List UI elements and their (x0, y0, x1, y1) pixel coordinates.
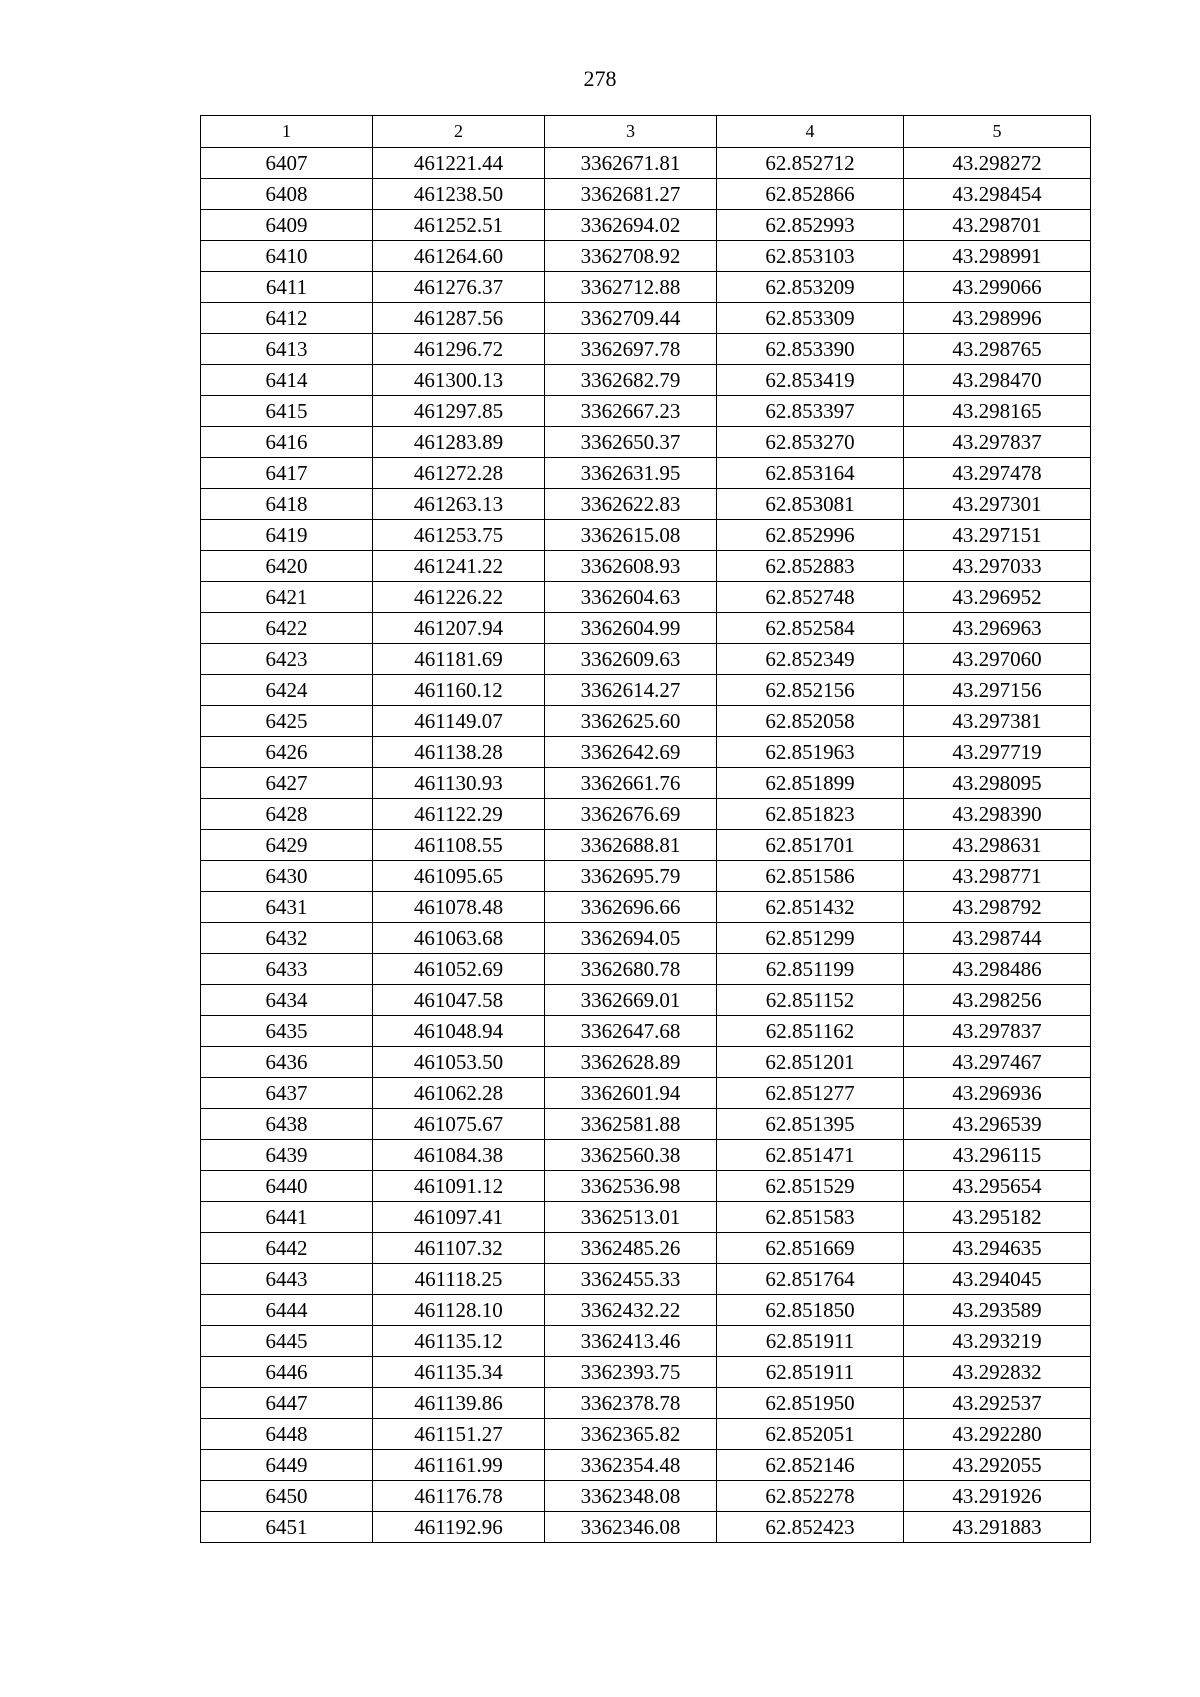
coordinate-x-cell: 461108.55 (373, 830, 545, 861)
coordinate-x-cell: 461095.65 (373, 861, 545, 892)
coordinate-x-cell: 461084.38 (373, 1140, 545, 1171)
latitude-cell: 43.298701 (904, 210, 1091, 241)
coordinate-y-cell: 3362661.76 (545, 768, 717, 799)
column-header-2: 2 (373, 116, 545, 148)
table-row (201, 1047, 1091, 1078)
latitude-cell: 43.296539 (904, 1109, 1091, 1140)
longitude-cell: 62.851669 (717, 1233, 904, 1264)
point-number-cell: 6428 (201, 799, 373, 830)
longitude-cell: 62.852349 (717, 644, 904, 675)
coordinate-x-cell: 461135.34 (373, 1357, 545, 1388)
longitude-cell: 62.852712 (717, 148, 904, 179)
longitude-cell: 62.853390 (717, 334, 904, 365)
longitude-cell: 62.852584 (717, 613, 904, 644)
coordinate-y-cell: 3362694.02 (545, 210, 717, 241)
longitude-cell: 62.852748 (717, 582, 904, 613)
longitude-cell: 62.851471 (717, 1140, 904, 1171)
latitude-cell: 43.298991 (904, 241, 1091, 272)
latitude-cell: 43.292832 (904, 1357, 1091, 1388)
coordinate-y-cell: 3362708.92 (545, 241, 717, 272)
longitude-cell: 62.853209 (717, 272, 904, 303)
table-row (201, 272, 1091, 303)
latitude-cell: 43.298792 (904, 892, 1091, 923)
table-row (201, 1326, 1091, 1357)
coordinate-y-cell: 3362378.78 (545, 1388, 717, 1419)
latitude-cell: 43.297478 (904, 458, 1091, 489)
coordinate-x-cell: 461297.85 (373, 396, 545, 427)
coordinate-x-cell: 461287.56 (373, 303, 545, 334)
point-number-cell: 6419 (201, 520, 373, 551)
latitude-cell: 43.298390 (904, 799, 1091, 830)
point-number-cell: 6441 (201, 1202, 373, 1233)
latitude-cell: 43.297151 (904, 520, 1091, 551)
coordinate-y-cell: 3362609.63 (545, 644, 717, 675)
point-number-cell: 6424 (201, 675, 373, 706)
table-row (201, 706, 1091, 737)
coordinate-y-cell: 3362696.66 (545, 892, 717, 923)
page-number: 278 (583, 66, 617, 91)
latitude-cell: 43.293589 (904, 1295, 1091, 1326)
longitude-cell: 62.853081 (717, 489, 904, 520)
coordinate-x-cell: 461097.41 (373, 1202, 545, 1233)
coordinate-x-cell: 461283.89 (373, 427, 545, 458)
point-number-cell: 6429 (201, 830, 373, 861)
point-number-cell: 6415 (201, 396, 373, 427)
longitude-cell: 62.851199 (717, 954, 904, 985)
coordinate-y-cell: 3362614.27 (545, 675, 717, 706)
latitude-cell: 43.298631 (904, 830, 1091, 861)
table-row (201, 489, 1091, 520)
coordinate-y-cell: 3362680.78 (545, 954, 717, 985)
table-row (201, 179, 1091, 210)
table-row (201, 830, 1091, 861)
latitude-cell: 43.297719 (904, 737, 1091, 768)
point-number-cell: 6439 (201, 1140, 373, 1171)
coordinate-y-cell: 3362650.37 (545, 427, 717, 458)
table-row (201, 768, 1091, 799)
latitude-cell: 43.297381 (904, 706, 1091, 737)
latitude-cell: 43.298256 (904, 985, 1091, 1016)
point-number-cell: 6421 (201, 582, 373, 613)
latitude-cell: 43.296963 (904, 613, 1091, 644)
latitude-cell: 43.296936 (904, 1078, 1091, 1109)
coordinate-x-cell: 461122.29 (373, 799, 545, 830)
longitude-cell: 62.851201 (717, 1047, 904, 1078)
latitude-cell: 43.298996 (904, 303, 1091, 334)
coordinate-y-cell: 3362485.26 (545, 1233, 717, 1264)
table-row (201, 1078, 1091, 1109)
longitude-cell: 62.851850 (717, 1295, 904, 1326)
point-number-cell: 6446 (201, 1357, 373, 1388)
longitude-cell: 62.853103 (717, 241, 904, 272)
table-row (201, 1171, 1091, 1202)
point-number-cell: 6423 (201, 644, 373, 675)
coordinate-y-cell: 3362712.88 (545, 272, 717, 303)
latitude-cell: 43.299066 (904, 272, 1091, 303)
table-row (201, 1388, 1091, 1419)
longitude-cell: 62.851277 (717, 1078, 904, 1109)
table-row (201, 1419, 1091, 1450)
longitude-cell: 62.851529 (717, 1171, 904, 1202)
coordinate-y-cell: 3362709.44 (545, 303, 717, 334)
coordinate-y-cell: 3362581.88 (545, 1109, 717, 1140)
point-number-cell: 6440 (201, 1171, 373, 1202)
column-header-5: 5 (904, 116, 1091, 148)
longitude-cell: 62.851911 (717, 1357, 904, 1388)
coordinate-x-cell: 461253.75 (373, 520, 545, 551)
coordinate-x-cell: 461149.07 (373, 706, 545, 737)
coordinate-x-cell: 461063.68 (373, 923, 545, 954)
point-number-cell: 6444 (201, 1295, 373, 1326)
coordinate-x-cell: 461300.13 (373, 365, 545, 396)
latitude-cell: 43.295182 (904, 1202, 1091, 1233)
point-number-cell: 6408 (201, 179, 373, 210)
coordinate-x-cell: 461062.28 (373, 1078, 545, 1109)
point-number-cell: 6447 (201, 1388, 373, 1419)
point-number-cell: 6417 (201, 458, 373, 489)
point-number-cell: 6418 (201, 489, 373, 520)
coordinate-x-cell: 461207.94 (373, 613, 545, 644)
coordinate-y-cell: 3362354.48 (545, 1450, 717, 1481)
point-number-cell: 6432 (201, 923, 373, 954)
coordinate-x-cell: 461048.94 (373, 1016, 545, 1047)
table-row (201, 737, 1091, 768)
latitude-cell: 43.298744 (904, 923, 1091, 954)
coordinate-x-cell: 461075.67 (373, 1109, 545, 1140)
table-row (201, 365, 1091, 396)
longitude-cell: 62.851899 (717, 768, 904, 799)
point-number-cell: 6420 (201, 551, 373, 582)
coordinate-y-cell: 3362631.95 (545, 458, 717, 489)
coordinate-x-cell: 461176.78 (373, 1481, 545, 1512)
point-number-cell: 6409 (201, 210, 373, 241)
coordinate-x-cell: 461221.44 (373, 148, 545, 179)
coordinate-y-cell: 3362669.01 (545, 985, 717, 1016)
coordinate-x-cell: 461296.72 (373, 334, 545, 365)
point-number-cell: 6431 (201, 892, 373, 923)
coordinate-x-cell: 461226.22 (373, 582, 545, 613)
coordinate-y-cell: 3362695.79 (545, 861, 717, 892)
coordinate-y-cell: 3362560.38 (545, 1140, 717, 1171)
coordinate-y-cell: 3362681.27 (545, 179, 717, 210)
latitude-cell: 43.293219 (904, 1326, 1091, 1357)
table-row (201, 241, 1091, 272)
coordinate-x-cell: 461130.93 (373, 768, 545, 799)
table-row (201, 458, 1091, 489)
coordinate-y-cell: 3362413.46 (545, 1326, 717, 1357)
longitude-cell: 62.853397 (717, 396, 904, 427)
latitude-cell: 43.298765 (904, 334, 1091, 365)
latitude-cell: 43.297837 (904, 427, 1091, 458)
longitude-cell: 62.851432 (717, 892, 904, 923)
latitude-cell: 43.291883 (904, 1512, 1091, 1543)
table-row (201, 334, 1091, 365)
coordinate-y-cell: 3362604.99 (545, 613, 717, 644)
latitude-cell: 43.295654 (904, 1171, 1091, 1202)
point-number-cell: 6412 (201, 303, 373, 334)
coordinate-y-cell: 3362688.81 (545, 830, 717, 861)
coordinate-y-cell: 3362513.01 (545, 1202, 717, 1233)
coordinate-y-cell: 3362604.63 (545, 582, 717, 613)
table-row (201, 644, 1091, 675)
latitude-cell: 43.297837 (904, 1016, 1091, 1047)
longitude-cell: 62.851963 (717, 737, 904, 768)
longitude-cell: 62.852883 (717, 551, 904, 582)
coordinate-y-cell: 3362346.08 (545, 1512, 717, 1543)
longitude-cell: 62.851152 (717, 985, 904, 1016)
longitude-cell: 62.853309 (717, 303, 904, 334)
latitude-cell: 43.298771 (904, 861, 1091, 892)
table-row (201, 148, 1091, 179)
table-row (201, 675, 1091, 706)
longitude-cell: 62.852423 (717, 1512, 904, 1543)
latitude-cell: 43.297060 (904, 644, 1091, 675)
coordinate-y-cell: 3362622.83 (545, 489, 717, 520)
coordinate-x-cell: 461272.28 (373, 458, 545, 489)
latitude-cell: 43.291926 (904, 1481, 1091, 1512)
longitude-cell: 62.851162 (717, 1016, 904, 1047)
point-number-cell: 6413 (201, 334, 373, 365)
longitude-cell: 62.852278 (717, 1481, 904, 1512)
point-number-cell: 6443 (201, 1264, 373, 1295)
coordinate-x-cell: 461264.60 (373, 241, 545, 272)
latitude-cell: 43.294635 (904, 1233, 1091, 1264)
coordinate-y-cell: 3362671.81 (545, 148, 717, 179)
longitude-cell: 62.851395 (717, 1109, 904, 1140)
coordinate-x-cell: 461263.13 (373, 489, 545, 520)
latitude-cell: 43.297156 (904, 675, 1091, 706)
coordinate-y-cell: 3362628.89 (545, 1047, 717, 1078)
table-row (201, 520, 1091, 551)
latitude-cell: 43.297033 (904, 551, 1091, 582)
coordinate-x-cell: 461135.12 (373, 1326, 545, 1357)
coordinate-y-cell: 3362455.33 (545, 1264, 717, 1295)
table-row (201, 954, 1091, 985)
column-header-3: 3 (545, 116, 717, 148)
table-row (201, 613, 1091, 644)
longitude-cell: 62.853419 (717, 365, 904, 396)
table-row (201, 1295, 1091, 1326)
longitude-cell: 62.852146 (717, 1450, 904, 1481)
coordinate-x-cell: 461151.27 (373, 1419, 545, 1450)
point-number-cell: 6449 (201, 1450, 373, 1481)
coordinate-y-cell: 3362608.93 (545, 551, 717, 582)
coordinate-y-cell: 3362601.94 (545, 1078, 717, 1109)
coordinate-x-cell: 461052.69 (373, 954, 545, 985)
coordinate-y-cell: 3362682.79 (545, 365, 717, 396)
table-row (201, 1481, 1091, 1512)
table-row (201, 396, 1091, 427)
table-row (201, 1109, 1091, 1140)
table-row (201, 1512, 1091, 1543)
table-row (201, 303, 1091, 334)
latitude-cell: 43.296952 (904, 582, 1091, 613)
longitude-cell: 62.851911 (717, 1326, 904, 1357)
longitude-cell: 62.851586 (717, 861, 904, 892)
latitude-cell: 43.292537 (904, 1388, 1091, 1419)
table-row (201, 1450, 1091, 1481)
latitude-cell: 43.292280 (904, 1419, 1091, 1450)
latitude-cell: 43.298272 (904, 148, 1091, 179)
point-number-cell: 6438 (201, 1109, 373, 1140)
coordinate-y-cell: 3362694.05 (545, 923, 717, 954)
coordinate-x-cell: 461276.37 (373, 272, 545, 303)
point-number-cell: 6414 (201, 365, 373, 396)
coordinate-y-cell: 3362365.82 (545, 1419, 717, 1450)
latitude-cell: 43.298454 (904, 179, 1091, 210)
point-number-cell: 6411 (201, 272, 373, 303)
point-number-cell: 6425 (201, 706, 373, 737)
table-body (201, 148, 1091, 1543)
coordinate-x-cell: 461128.10 (373, 1295, 545, 1326)
latitude-cell: 43.298486 (904, 954, 1091, 985)
point-number-cell: 6410 (201, 241, 373, 272)
table-row (201, 1016, 1091, 1047)
point-number-cell: 6422 (201, 613, 373, 644)
column-header-1: 1 (201, 116, 373, 148)
longitude-cell: 62.852996 (717, 520, 904, 551)
latitude-cell: 43.298095 (904, 768, 1091, 799)
coordinate-x-cell: 461053.50 (373, 1047, 545, 1078)
longitude-cell: 62.852051 (717, 1419, 904, 1450)
coordinate-y-cell: 3362615.08 (545, 520, 717, 551)
latitude-cell: 43.297301 (904, 489, 1091, 520)
coordinate-x-cell: 461091.12 (373, 1171, 545, 1202)
table-row (201, 1357, 1091, 1388)
point-number-cell: 6426 (201, 737, 373, 768)
coordinate-x-cell: 461107.32 (373, 1233, 545, 1264)
coordinate-x-cell: 461139.86 (373, 1388, 545, 1419)
coordinate-y-cell: 3362647.68 (545, 1016, 717, 1047)
longitude-cell: 62.851823 (717, 799, 904, 830)
table-row (201, 551, 1091, 582)
table-row (201, 210, 1091, 241)
longitude-cell: 62.852058 (717, 706, 904, 737)
point-number-cell: 6407 (201, 148, 373, 179)
table-row (201, 1140, 1091, 1171)
coordinate-x-cell: 461161.99 (373, 1450, 545, 1481)
coordinate-y-cell: 3362697.78 (545, 334, 717, 365)
table-row (201, 1202, 1091, 1233)
table-header (201, 116, 1091, 148)
point-number-cell: 6450 (201, 1481, 373, 1512)
latitude-cell: 43.296115 (904, 1140, 1091, 1171)
coordinate-x-cell: 461047.58 (373, 985, 545, 1016)
latitude-cell: 43.297467 (904, 1047, 1091, 1078)
point-number-cell: 6445 (201, 1326, 373, 1357)
latitude-cell: 43.292055 (904, 1450, 1091, 1481)
coordinate-y-cell: 3362432.22 (545, 1295, 717, 1326)
coordinate-x-cell: 461241.22 (373, 551, 545, 582)
point-number-cell: 6448 (201, 1419, 373, 1450)
latitude-cell: 43.294045 (904, 1264, 1091, 1295)
latitude-cell: 43.298165 (904, 396, 1091, 427)
coordinates-table (200, 115, 1091, 1543)
point-number-cell: 6427 (201, 768, 373, 799)
coordinate-x-cell: 461118.25 (373, 1264, 545, 1295)
table-row (201, 923, 1091, 954)
coordinate-y-cell: 3362667.23 (545, 396, 717, 427)
table-row (201, 892, 1091, 923)
table-row (201, 861, 1091, 892)
coordinate-y-cell: 3362536.98 (545, 1171, 717, 1202)
table-row (201, 1264, 1091, 1295)
point-number-cell: 6416 (201, 427, 373, 458)
longitude-cell: 62.851701 (717, 830, 904, 861)
coordinate-x-cell: 461138.28 (373, 737, 545, 768)
coordinate-x-cell: 461078.48 (373, 892, 545, 923)
longitude-cell: 62.851764 (717, 1264, 904, 1295)
coordinate-y-cell: 3362393.75 (545, 1357, 717, 1388)
point-number-cell: 6437 (201, 1078, 373, 1109)
coordinate-y-cell: 3362348.08 (545, 1481, 717, 1512)
point-number-cell: 6442 (201, 1233, 373, 1264)
coordinate-x-cell: 461160.12 (373, 675, 545, 706)
coordinate-x-cell: 461252.51 (373, 210, 545, 241)
longitude-cell: 62.852993 (717, 210, 904, 241)
coordinate-x-cell: 461181.69 (373, 644, 545, 675)
table-row (201, 582, 1091, 613)
point-number-cell: 6436 (201, 1047, 373, 1078)
table-row (201, 985, 1091, 1016)
table-row (201, 1233, 1091, 1264)
point-number-cell: 6434 (201, 985, 373, 1016)
table-row (201, 799, 1091, 830)
longitude-cell: 62.852156 (717, 675, 904, 706)
longitude-cell: 62.851299 (717, 923, 904, 954)
point-number-cell: 6433 (201, 954, 373, 985)
longitude-cell: 62.851583 (717, 1202, 904, 1233)
header-row (201, 116, 1091, 148)
coordinate-y-cell: 3362676.69 (545, 799, 717, 830)
point-number-cell: 6451 (201, 1512, 373, 1543)
table-row (201, 427, 1091, 458)
column-header-4: 4 (717, 116, 904, 148)
coordinate-y-cell: 3362642.69 (545, 737, 717, 768)
coordinate-x-cell: 461192.96 (373, 1512, 545, 1543)
latitude-cell: 43.298470 (904, 365, 1091, 396)
point-number-cell: 6435 (201, 1016, 373, 1047)
longitude-cell: 62.851950 (717, 1388, 904, 1419)
longitude-cell: 62.852866 (717, 179, 904, 210)
longitude-cell: 62.853270 (717, 427, 904, 458)
longitude-cell: 62.853164 (717, 458, 904, 489)
coordinate-y-cell: 3362625.60 (545, 706, 717, 737)
point-number-cell: 6430 (201, 861, 373, 892)
coordinate-x-cell: 461238.50 (373, 179, 545, 210)
